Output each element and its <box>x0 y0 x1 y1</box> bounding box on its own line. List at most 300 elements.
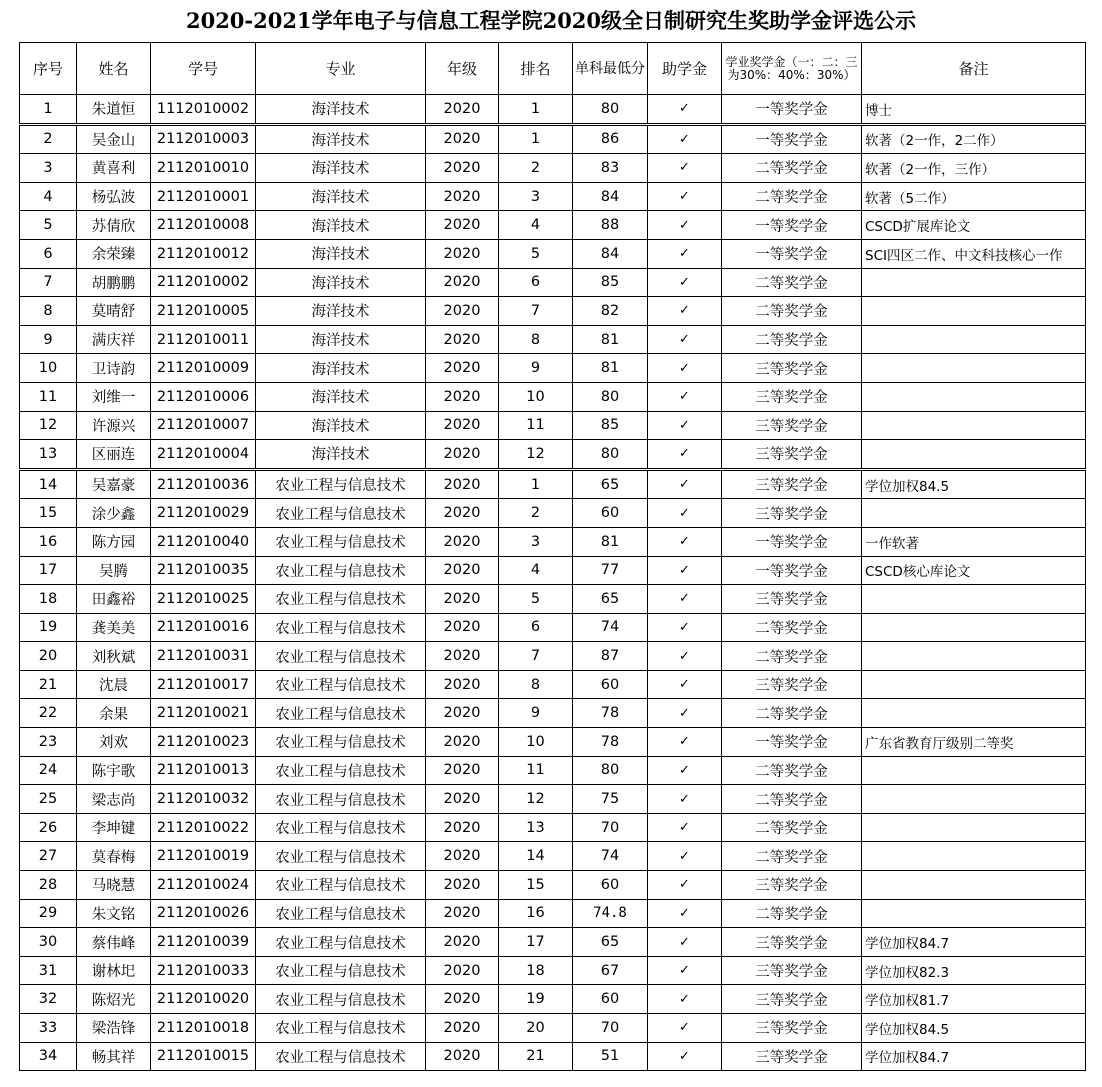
cell-grade: 2020 <box>426 268 499 297</box>
cell-name: 蔡伟峰 <box>77 928 151 957</box>
cell-scholarship: 二等奖学金 <box>722 325 862 354</box>
header-major: 专业 <box>256 43 426 95</box>
table-body <box>20 95 1086 1071</box>
cell-seq: 4 <box>20 182 77 211</box>
cell-min-score: 67 <box>573 956 648 985</box>
cell-grant-check: ✓ <box>648 440 722 470</box>
cell-scholarship: 三等奖学金 <box>722 871 862 900</box>
cell-grade: 2020 <box>426 440 499 470</box>
cell-grade: 2020 <box>426 699 499 728</box>
cell-remark: 一作软著 <box>862 527 1086 556</box>
cell-major: 农业工程与信息技术 <box>256 527 426 556</box>
cell-min-score: 85 <box>573 268 648 297</box>
header-rank: 排名 <box>499 43 573 95</box>
header-grade: 年级 <box>426 43 499 95</box>
cell-scholarship: 三等奖学金 <box>722 382 862 411</box>
cell-rank: 11 <box>499 411 573 440</box>
header-student-id: 学号 <box>151 43 256 95</box>
cell-min-score: 65 <box>573 585 648 614</box>
cell-scholarship: 一等奖学金 <box>722 211 862 240</box>
cell-grant-check: ✓ <box>648 985 722 1014</box>
cell-min-score: 81 <box>573 325 648 354</box>
cell-student-id: 2112010040 <box>151 527 256 556</box>
cell-grant-check: ✓ <box>648 124 722 154</box>
cell-student-id: 2112010026 <box>151 899 256 928</box>
table-row <box>20 756 1086 785</box>
cell-student-id: 2112010020 <box>151 985 256 1014</box>
cell-scholarship: 二等奖学金 <box>722 268 862 297</box>
cell-min-score: 80 <box>573 95 648 125</box>
cell-grant-check: ✓ <box>648 325 722 354</box>
cell-min-score: 65 <box>573 469 648 499</box>
cell-seq: 5 <box>20 211 77 240</box>
table-row <box>20 642 1086 671</box>
cell-student-id: 2112010007 <box>151 411 256 440</box>
cell-scholarship: 二等奖学金 <box>722 899 862 928</box>
cell-seq: 21 <box>20 670 77 699</box>
cell-name: 陈方园 <box>77 527 151 556</box>
table-row <box>20 499 1086 528</box>
cell-rank: 7 <box>499 297 573 326</box>
cell-grant-check: ✓ <box>648 268 722 297</box>
cell-seq: 7 <box>20 268 77 297</box>
cell-grade: 2020 <box>426 95 499 125</box>
cell-scholarship: 三等奖学金 <box>722 670 862 699</box>
cell-seq: 14 <box>20 469 77 499</box>
cell-seq: 3 <box>20 154 77 183</box>
cell-remark <box>862 382 1086 411</box>
table-row <box>20 842 1086 871</box>
cell-min-score: 60 <box>573 670 648 699</box>
cell-scholarship: 二等奖学金 <box>722 642 862 671</box>
cell-major: 海洋技术 <box>256 95 426 125</box>
cell-remark: 学位加权84.7 <box>862 928 1086 957</box>
cell-student-id: 2112010039 <box>151 928 256 957</box>
cell-remark: SCI四区二作、中文科技核心一作 <box>862 239 1086 268</box>
cell-name: 吴腾 <box>77 556 151 585</box>
cell-grade: 2020 <box>426 585 499 614</box>
cell-grant-check: ✓ <box>648 154 722 183</box>
cell-grant-check: ✓ <box>648 728 722 757</box>
cell-seq: 25 <box>20 785 77 814</box>
table-row <box>20 211 1086 240</box>
cell-rank: 8 <box>499 670 573 699</box>
header-scholarship: 学业奖学金（一：二：三为30%：40%：30%） <box>722 43 862 95</box>
cell-rank: 9 <box>499 699 573 728</box>
cell-grade: 2020 <box>426 325 499 354</box>
cell-name: 吴嘉豪 <box>77 469 151 499</box>
header-remark: 备注 <box>862 43 1086 95</box>
cell-scholarship: 一等奖学金 <box>722 95 862 125</box>
cell-remark <box>862 756 1086 785</box>
cell-major: 农业工程与信息技术 <box>256 556 426 585</box>
cell-scholarship: 二等奖学金 <box>722 699 862 728</box>
cell-scholarship: 二等奖学金 <box>722 613 862 642</box>
cell-scholarship: 三等奖学金 <box>722 1014 862 1043</box>
cell-min-score: 60 <box>573 499 648 528</box>
cell-remark <box>862 842 1086 871</box>
cell-student-id: 2112010001 <box>151 182 256 211</box>
cell-student-id: 2112010002 <box>151 268 256 297</box>
table-row <box>20 613 1086 642</box>
cell-major: 海洋技术 <box>256 297 426 326</box>
cell-major: 农业工程与信息技术 <box>256 499 426 528</box>
cell-grant-check: ✓ <box>648 211 722 240</box>
cell-min-score: 74.8 <box>573 899 648 928</box>
cell-scholarship: 三等奖学金 <box>722 411 862 440</box>
table-row <box>20 956 1086 985</box>
cell-seq: 15 <box>20 499 77 528</box>
cell-seq: 26 <box>20 813 77 842</box>
cell-remark: 博士 <box>862 95 1086 125</box>
cell-name: 龚美美 <box>77 613 151 642</box>
cell-grant-check: ✓ <box>648 842 722 871</box>
cell-name: 梁浩锋 <box>77 1014 151 1043</box>
cell-major: 农业工程与信息技术 <box>256 985 426 1014</box>
cell-student-id: 2112010010 <box>151 154 256 183</box>
cell-seq: 24 <box>20 756 77 785</box>
header-seq: 序号 <box>20 43 77 95</box>
table-row <box>20 928 1086 957</box>
table-row <box>20 1042 1086 1071</box>
cell-student-id: 2112010019 <box>151 842 256 871</box>
cell-major: 海洋技术 <box>256 124 426 154</box>
scholarship-table <box>19 42 1086 1071</box>
cell-rank: 12 <box>499 785 573 814</box>
cell-scholarship: 二等奖学金 <box>722 182 862 211</box>
table-row <box>20 1014 1086 1043</box>
cell-student-id: 2112010035 <box>151 556 256 585</box>
cell-student-id: 2112010013 <box>151 756 256 785</box>
table-row <box>20 411 1086 440</box>
cell-name: 刘维一 <box>77 382 151 411</box>
cell-grade: 2020 <box>426 527 499 556</box>
cell-grant-check: ✓ <box>648 382 722 411</box>
cell-seq: 22 <box>20 699 77 728</box>
cell-grade: 2020 <box>426 354 499 383</box>
cell-grant-check: ✓ <box>648 411 722 440</box>
cell-major: 海洋技术 <box>256 440 426 470</box>
cell-grant-check: ✓ <box>648 182 722 211</box>
cell-student-id: 2112010022 <box>151 813 256 842</box>
cell-name: 马晓慧 <box>77 871 151 900</box>
cell-major: 农业工程与信息技术 <box>256 956 426 985</box>
cell-rank: 3 <box>499 182 573 211</box>
cell-scholarship: 二等奖学金 <box>722 756 862 785</box>
page-title: 2020-2021学年电子与信息工程学院2020级全日制研究生奖助学金评选公示 <box>185 8 917 33</box>
cell-rank: 3 <box>499 527 573 556</box>
cell-grade: 2020 <box>426 785 499 814</box>
cell-remark: 软著（5二作） <box>862 182 1086 211</box>
cell-seq: 2 <box>20 124 77 154</box>
cell-seq: 17 <box>20 556 77 585</box>
cell-grant-check: ✓ <box>648 239 722 268</box>
cell-major: 农业工程与信息技术 <box>256 613 426 642</box>
cell-min-score: 60 <box>573 871 648 900</box>
cell-grant-check: ✓ <box>648 871 722 900</box>
cell-min-score: 81 <box>573 354 648 383</box>
cell-rank: 21 <box>499 1042 573 1071</box>
cell-student-id: 2112010015 <box>151 1042 256 1071</box>
cell-min-score: 75 <box>573 785 648 814</box>
cell-student-id: 2112010011 <box>151 325 256 354</box>
cell-student-id: 2112010031 <box>151 642 256 671</box>
header-name: 姓名 <box>77 43 151 95</box>
cell-grade: 2020 <box>426 756 499 785</box>
cell-min-score: 70 <box>573 813 648 842</box>
cell-rank: 10 <box>499 728 573 757</box>
cell-remark <box>862 899 1086 928</box>
cell-seq: 20 <box>20 642 77 671</box>
cell-grant-check: ✓ <box>648 642 722 671</box>
table-row <box>20 899 1086 928</box>
cell-min-score: 78 <box>573 699 648 728</box>
cell-seq: 12 <box>20 411 77 440</box>
cell-grade: 2020 <box>426 297 499 326</box>
cell-major: 海洋技术 <box>256 182 426 211</box>
cell-min-score: 51 <box>573 1042 648 1071</box>
cell-grade: 2020 <box>426 182 499 211</box>
header-grant: 助学金 <box>648 43 722 95</box>
table-row <box>20 382 1086 411</box>
cell-student-id: 2112010003 <box>151 124 256 154</box>
cell-grade: 2020 <box>426 469 499 499</box>
cell-student-id: 2112010009 <box>151 354 256 383</box>
cell-rank: 15 <box>499 871 573 900</box>
cell-grade: 2020 <box>426 211 499 240</box>
cell-rank: 19 <box>499 985 573 1014</box>
cell-seq: 8 <box>20 297 77 326</box>
cell-name: 余果 <box>77 699 151 728</box>
cell-name: 余荣臻 <box>77 239 151 268</box>
table-row <box>20 354 1086 383</box>
cell-rank: 4 <box>499 556 573 585</box>
cell-major: 农业工程与信息技术 <box>256 699 426 728</box>
cell-major: 农业工程与信息技术 <box>256 785 426 814</box>
cell-name: 苏倩欣 <box>77 211 151 240</box>
cell-major: 农业工程与信息技术 <box>256 899 426 928</box>
cell-major: 农业工程与信息技术 <box>256 871 426 900</box>
cell-grade: 2020 <box>426 382 499 411</box>
cell-min-score: 88 <box>573 211 648 240</box>
cell-scholarship: 二等奖学金 <box>722 813 862 842</box>
cell-student-id: 2112010012 <box>151 239 256 268</box>
cell-remark <box>862 670 1086 699</box>
cell-rank: 14 <box>499 842 573 871</box>
table-row <box>20 469 1086 499</box>
table-header-row <box>20 43 1086 95</box>
cell-grant-check: ✓ <box>648 928 722 957</box>
cell-grade: 2020 <box>426 154 499 183</box>
cell-scholarship: 三等奖学金 <box>722 440 862 470</box>
cell-grant-check: ✓ <box>648 499 722 528</box>
cell-remark: 软著（2一作，2二作） <box>862 124 1086 154</box>
cell-min-score: 87 <box>573 642 648 671</box>
cell-student-id: 2112010029 <box>151 499 256 528</box>
cell-scholarship: 二等奖学金 <box>722 297 862 326</box>
cell-grade: 2020 <box>426 899 499 928</box>
cell-grade: 2020 <box>426 985 499 1014</box>
cell-rank: 16 <box>499 899 573 928</box>
cell-student-id: 2112010036 <box>151 469 256 499</box>
cell-major: 农业工程与信息技术 <box>256 928 426 957</box>
cell-name: 胡鹏鹏 <box>77 268 151 297</box>
table-row <box>20 124 1086 154</box>
cell-rank: 11 <box>499 756 573 785</box>
cell-name: 谢林圯 <box>77 956 151 985</box>
cell-name: 满庆祥 <box>77 325 151 354</box>
cell-grant-check: ✓ <box>648 585 722 614</box>
cell-scholarship: 三等奖学金 <box>722 585 862 614</box>
table-row <box>20 785 1086 814</box>
cell-major: 农业工程与信息技术 <box>256 813 426 842</box>
cell-major: 农业工程与信息技术 <box>256 670 426 699</box>
cell-remark <box>862 613 1086 642</box>
table-row <box>20 813 1086 842</box>
cell-name: 许源兴 <box>77 411 151 440</box>
cell-grade: 2020 <box>426 642 499 671</box>
cell-major: 农业工程与信息技术 <box>256 642 426 671</box>
cell-name: 吴金山 <box>77 124 151 154</box>
cell-seq: 31 <box>20 956 77 985</box>
cell-remark: 广东省教育厅级别二等奖 <box>862 728 1086 757</box>
cell-grant-check: ✓ <box>648 1042 722 1071</box>
cell-rank: 1 <box>499 124 573 154</box>
cell-rank: 5 <box>499 239 573 268</box>
cell-scholarship: 三等奖学金 <box>722 1042 862 1071</box>
table-row <box>20 670 1086 699</box>
cell-rank: 4 <box>499 211 573 240</box>
cell-scholarship: 二等奖学金 <box>722 154 862 183</box>
cell-student-id: 2112010023 <box>151 728 256 757</box>
cell-student-id: 2112010006 <box>151 382 256 411</box>
cell-seq: 18 <box>20 585 77 614</box>
cell-rank: 12 <box>499 440 573 470</box>
cell-major: 海洋技术 <box>256 211 426 240</box>
cell-student-id: 2112010016 <box>151 613 256 642</box>
cell-grant-check: ✓ <box>648 670 722 699</box>
cell-seq: 10 <box>20 354 77 383</box>
cell-scholarship: 二等奖学金 <box>722 842 862 871</box>
cell-major: 海洋技术 <box>256 354 426 383</box>
cell-scholarship: 三等奖学金 <box>722 354 862 383</box>
cell-remark: 学位加权84.7 <box>862 1042 1086 1071</box>
cell-min-score: 85 <box>573 411 648 440</box>
cell-remark <box>862 699 1086 728</box>
cell-min-score: 78 <box>573 728 648 757</box>
cell-major: 农业工程与信息技术 <box>256 728 426 757</box>
table-row <box>20 985 1086 1014</box>
cell-major: 农业工程与信息技术 <box>256 1014 426 1043</box>
cell-rank: 9 <box>499 354 573 383</box>
cell-grant-check: ✓ <box>648 785 722 814</box>
table-row <box>20 154 1086 183</box>
cell-seq: 9 <box>20 325 77 354</box>
cell-grant-check: ✓ <box>648 813 722 842</box>
cell-scholarship: 一等奖学金 <box>722 124 862 154</box>
cell-min-score: 83 <box>573 154 648 183</box>
table-row <box>20 699 1086 728</box>
cell-name: 刘秋斌 <box>77 642 151 671</box>
cell-scholarship: 三等奖学金 <box>722 956 862 985</box>
cell-student-id: 2112010032 <box>151 785 256 814</box>
cell-seq: 34 <box>20 1042 77 1071</box>
cell-remark: 软著（2一作，三作） <box>862 154 1086 183</box>
cell-major: 海洋技术 <box>256 325 426 354</box>
cell-grade: 2020 <box>426 813 499 842</box>
cell-seq: 33 <box>20 1014 77 1043</box>
cell-major: 海洋技术 <box>256 154 426 183</box>
cell-min-score: 86 <box>573 124 648 154</box>
cell-grant-check: ✓ <box>648 469 722 499</box>
cell-rank: 1 <box>499 469 573 499</box>
cell-grant-check: ✓ <box>648 556 722 585</box>
cell-scholarship: 一等奖学金 <box>722 239 862 268</box>
cell-grade: 2020 <box>426 124 499 154</box>
cell-grade: 2020 <box>426 1014 499 1043</box>
cell-grade: 2020 <box>426 670 499 699</box>
cell-rank: 10 <box>499 382 573 411</box>
cell-name: 梁志尚 <box>77 785 151 814</box>
cell-major: 农业工程与信息技术 <box>256 469 426 499</box>
cell-name: 黄喜利 <box>77 154 151 183</box>
cell-grant-check: ✓ <box>648 956 722 985</box>
cell-min-score: 80 <box>573 440 648 470</box>
cell-rank: 18 <box>499 956 573 985</box>
cell-min-score: 60 <box>573 985 648 1014</box>
cell-remark: 学位加权82.3 <box>862 956 1086 985</box>
table-row <box>20 182 1086 211</box>
cell-min-score: 77 <box>573 556 648 585</box>
cell-grant-check: ✓ <box>648 1014 722 1043</box>
cell-scholarship: 三等奖学金 <box>722 469 862 499</box>
cell-major: 农业工程与信息技术 <box>256 1042 426 1071</box>
cell-scholarship: 一等奖学金 <box>722 527 862 556</box>
cell-remark <box>862 785 1086 814</box>
cell-grant-check: ✓ <box>648 354 722 383</box>
table-row <box>20 268 1086 297</box>
cell-student-id: 1112010002 <box>151 95 256 125</box>
cell-remark: CSCD核心库论文 <box>862 556 1086 585</box>
cell-scholarship: 一等奖学金 <box>722 556 862 585</box>
table-row <box>20 297 1086 326</box>
cell-name: 田鑫裕 <box>77 585 151 614</box>
table-row <box>20 871 1086 900</box>
cell-rank: 1 <box>499 95 573 125</box>
cell-seq: 6 <box>20 239 77 268</box>
cell-remark: CSCD扩展库论文 <box>862 211 1086 240</box>
cell-min-score: 65 <box>573 928 648 957</box>
table-row <box>20 585 1086 614</box>
cell-scholarship: 一等奖学金 <box>722 728 862 757</box>
cell-grant-check: ✓ <box>648 297 722 326</box>
cell-student-id: 2112010024 <box>151 871 256 900</box>
cell-name: 莫晴舒 <box>77 297 151 326</box>
cell-grade: 2020 <box>426 842 499 871</box>
cell-min-score: 70 <box>573 1014 648 1043</box>
cell-grade: 2020 <box>426 928 499 957</box>
cell-grade: 2020 <box>426 556 499 585</box>
cell-student-id: 2112010008 <box>151 211 256 240</box>
cell-grant-check: ✓ <box>648 613 722 642</box>
cell-student-id: 2112010017 <box>151 670 256 699</box>
cell-grade: 2020 <box>426 411 499 440</box>
cell-major: 海洋技术 <box>256 382 426 411</box>
cell-grant-check: ✓ <box>648 699 722 728</box>
cell-seq: 16 <box>20 527 77 556</box>
cell-seq: 19 <box>20 613 77 642</box>
cell-min-score: 80 <box>573 756 648 785</box>
